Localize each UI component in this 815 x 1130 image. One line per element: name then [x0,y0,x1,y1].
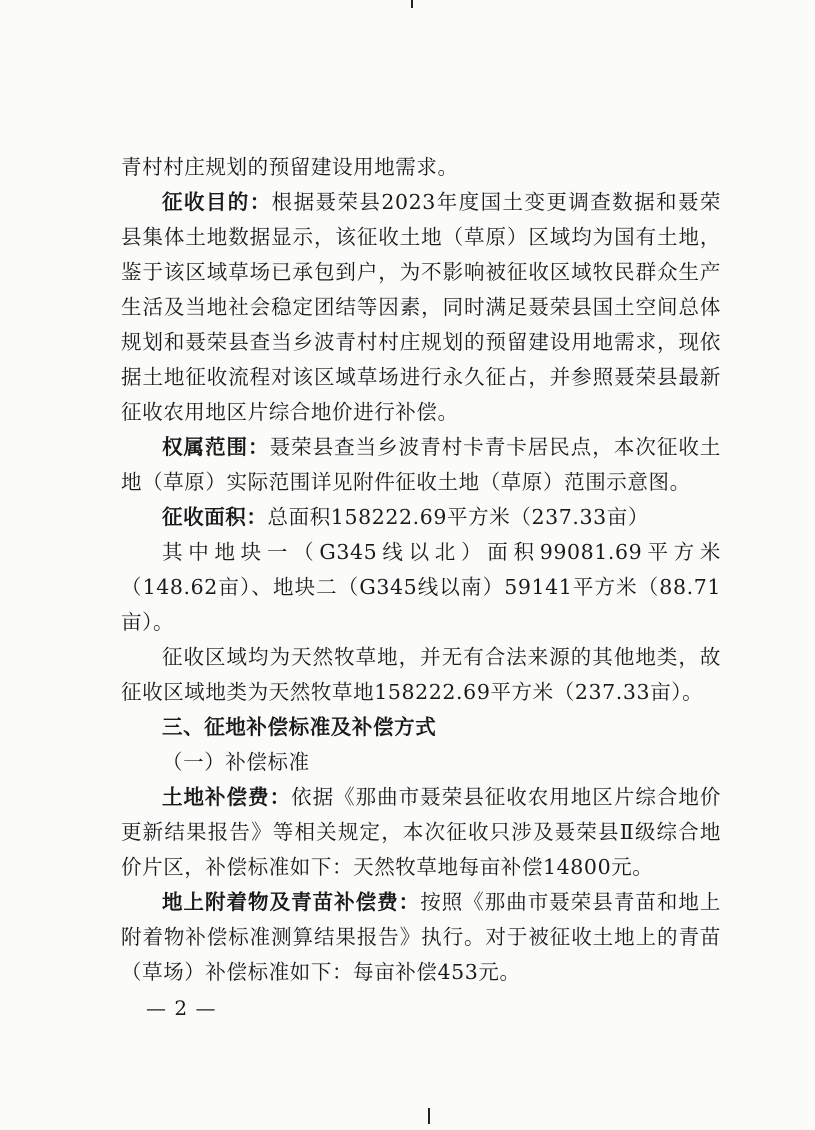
paragraph-land-type: 征收区域均为天然牧草地，并无有合法来源的其他地类，故征收区域地类为天然牧草地158222.69平方米（237.33亩）。 [121,645,721,704]
land-compensation-label: 土地补偿费： [162,785,292,809]
document-body [121,150,721,990]
paragraph-crop-compensation: 地上附着物及青苗补偿费：按照《那曲市聂荣县青苗和地上附着物补偿标准测算结果报告》执行。对于被征收土地上的青苗（草场）补偿标准如下：每亩补偿453元。 [121,890,721,984]
binding-mark-bottom [428,1108,430,1124]
area-label: 征收面积： [162,505,268,529]
paragraph-area: 征收面积：总面积158222.69平方米（237.33亩） [162,505,649,529]
page-number: — 2 — [146,996,217,1020]
section-heading: 三、征地补偿标准及补偿方式 [162,715,437,739]
purpose-label: 征收目的： [162,190,272,214]
binding-mark-top [411,0,413,8]
paragraph-land-compensation: 土地补偿费：依据《那曲市聂荣县征收农用地区片综合地价更新结果报告》等相关规定，本次征收只涉及聂荣县Ⅱ级综合地价片区，补偿标准如下：天然牧草地每亩补偿14800元。 [121,785,721,879]
paragraph-purpose: 征收目的：根据聂荣县2023年度国土变更调查数据和聂荣县集体土地数据显示，该征收土地（草原）区域均为国有土地，鉴于该区域草场已承包到户，为不影响被征收区域牧民群众生产生活及当地社会稳定团结等因素，同时满足聂荣县国土空间总体规划和聂荣县查当乡波青村村庄规划的预留建设用地需求，现依据土地征收流程对该区域草场进行永久征占，并参照聂荣县最新征收农用地区片综合地价进行补偿。 [121,190,722,424]
crop-compensation-label: 地上附着物及青苗补偿费： [162,890,421,914]
subsection-heading: （一）补偿标准 [162,750,310,774]
paragraph-ownership: 权属范围：聂荣县查当乡波青村卡青卡居民点，本次征收土地（草原）实际范围详见附件征收土地（草原）范围示意图。 [121,435,721,494]
ownership-label: 权属范围： [162,435,270,459]
paragraph-parcels: 其中地块一（G345线以北）面积99081.69平方米（148.62亩）、地块二（G345线以南）59141平方米（88.71亩）。 [121,540,721,634]
paragraph-continuation: 青村村庄规划的预留建设用地需求。 [121,155,459,179]
